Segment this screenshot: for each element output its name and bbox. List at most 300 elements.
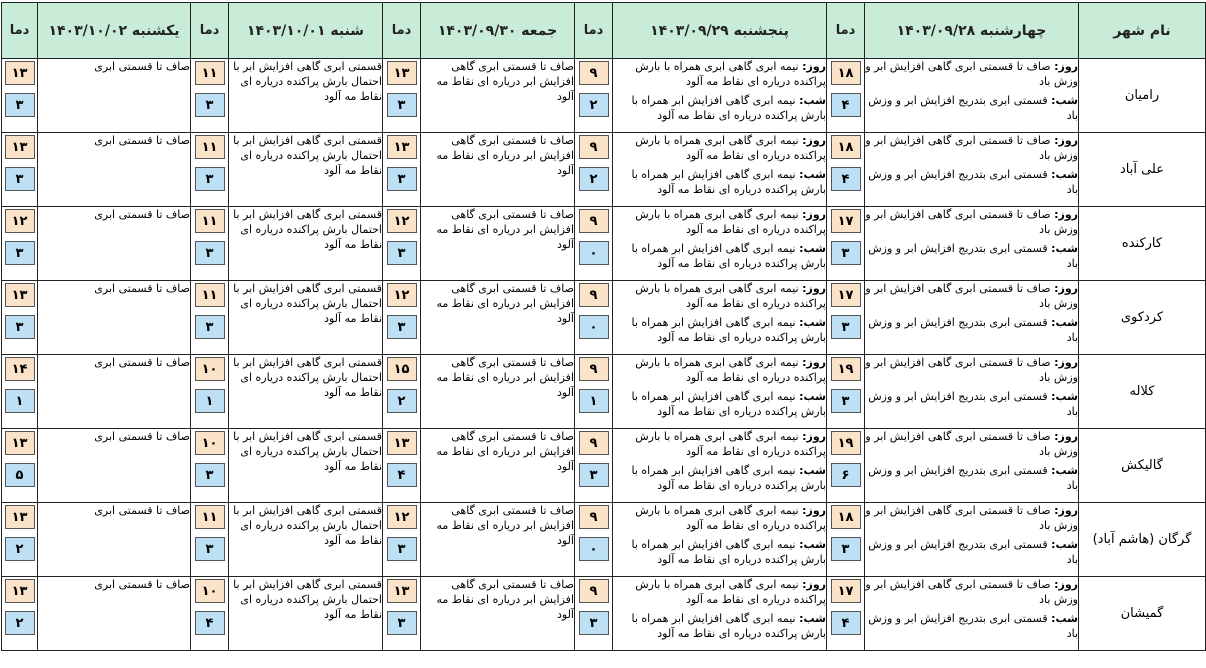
- forecast-text: [229, 503, 383, 577]
- forecast-text: [229, 59, 383, 133]
- day-forecast: [613, 429, 826, 459]
- min-temp: ۳: [831, 537, 861, 561]
- max-temp: ۹: [579, 431, 609, 455]
- min-temp: ۳: [195, 241, 225, 265]
- city-name: گرگان (هاشم آباد): [1079, 503, 1206, 577]
- day-text: نیمه ابری گاهی ابری همراه با بارش پراکنده دریاره ای نقاط مه آلود: [635, 430, 826, 458]
- temp-header: دما: [827, 3, 865, 59]
- table-row: [2, 207, 1206, 281]
- min-temp: ۳: [387, 93, 417, 117]
- max-temp: ۱۹: [831, 357, 861, 381]
- day-label: روز:: [1054, 60, 1078, 73]
- max-temp: ۱۸: [831, 135, 861, 159]
- temp-cell: [827, 503, 865, 577]
- forecast-text: [38, 281, 191, 355]
- min-temp: ۱: [579, 389, 609, 413]
- forecast-line: صاف تا قسمتی ابری: [94, 60, 190, 73]
- forecast-line: صاف تا قسمتی ابری: [94, 134, 190, 147]
- night-forecast: [613, 167, 826, 197]
- day-label: روز:: [802, 356, 826, 369]
- min-temp: ۲: [579, 93, 609, 117]
- forecast-line: صاف تا قسمتی ابری گاهی افزایش ابر دریاره ای نقاط مه آلود: [436, 208, 574, 251]
- night-forecast: [613, 463, 826, 493]
- temp-cell: [383, 133, 421, 207]
- min-temp: ۳: [579, 611, 609, 635]
- min-temp: ۳: [579, 463, 609, 487]
- day-forecast: [613, 59, 826, 89]
- forecast-text: [613, 577, 827, 651]
- night-forecast: [613, 241, 826, 271]
- day4-header: شنبه ۱۴۰۳/۱۰/۰۱: [229, 3, 383, 59]
- day-text: صاف تا قسمتی ابری گاهی افزایش ابر و وزش باد: [865, 60, 1078, 88]
- min-temp: ۱: [195, 389, 225, 413]
- max-temp: ۱۳: [387, 579, 417, 603]
- max-temp: ۱۰: [195, 579, 225, 603]
- forecast-line: صاف تا قسمتی ابری گاهی افزایش ابر دریاره ای نقاط مه آلود: [436, 430, 574, 473]
- max-temp: ۱۸: [831, 505, 861, 529]
- forecast-text: [865, 59, 1079, 133]
- min-temp: ۲: [579, 167, 609, 191]
- forecast-line: صاف تا قسمتی ابری گاهی افزایش ابر دریاره ای نقاط مه آلود: [436, 578, 574, 621]
- max-temp: ۱۵: [387, 357, 417, 381]
- min-temp: ۳: [195, 537, 225, 561]
- night-text: قسمتی ابری بتدریج افزایش ابر و وزش باد: [868, 612, 1078, 640]
- day-text: نیمه ابری گاهی ابری همراه با بارش پراکنده دریاره ای نقاط مه آلود: [635, 134, 826, 162]
- temp-cell: [2, 281, 38, 355]
- night-label: شب:: [1051, 168, 1078, 181]
- max-temp: ۱۳: [5, 579, 35, 603]
- city-name: کارکنده: [1079, 207, 1206, 281]
- max-temp: ۱۷: [831, 283, 861, 307]
- table-row: [2, 355, 1206, 429]
- min-temp: ۳: [387, 315, 417, 339]
- max-temp: ۱۱: [195, 505, 225, 529]
- day-label: روز:: [802, 60, 826, 73]
- temp-cell: [827, 281, 865, 355]
- forecast-text: [229, 429, 383, 503]
- night-forecast: [613, 315, 826, 345]
- day-forecast: [613, 503, 826, 533]
- day-label: روز:: [1054, 208, 1078, 221]
- day-label: روز:: [1054, 504, 1078, 517]
- night-label: شب:: [1051, 390, 1078, 403]
- temp-cell: [575, 59, 613, 133]
- temp-cell: [383, 503, 421, 577]
- max-temp: ۱۳: [387, 61, 417, 85]
- forecast-line: قسمتی ابری گاهی افزایش ابر با احتمال بارش پراکنده دریاره ای نقاط مه آلود: [233, 578, 382, 621]
- temp-cell: [191, 207, 229, 281]
- forecast-text: [229, 133, 383, 207]
- day-forecast: [865, 355, 1078, 385]
- day-forecast: [865, 133, 1078, 163]
- min-temp: ۲: [5, 537, 35, 561]
- temp-cell: [191, 577, 229, 651]
- day-label: روز:: [1054, 356, 1078, 369]
- city-header: نام شهر: [1079, 3, 1206, 59]
- temp-cell: [2, 577, 38, 651]
- day-label: روز:: [802, 282, 826, 295]
- temp-cell: [383, 59, 421, 133]
- min-temp: ۳: [387, 537, 417, 561]
- min-temp: ۳: [831, 389, 861, 413]
- forecast-line: قسمتی ابری گاهی افزایش ابر با احتمال بارش پراکنده دریاره ای نقاط مه آلود: [233, 134, 382, 177]
- temp-header: دما: [2, 3, 38, 59]
- night-label: شب:: [799, 242, 826, 255]
- min-temp: ۳: [5, 241, 35, 265]
- max-temp: ۱۹: [831, 431, 861, 455]
- min-temp: ۳: [5, 93, 35, 117]
- min-temp: ۴: [195, 611, 225, 635]
- forecast-line: صاف تا قسمتی ابری گاهی افزایش ابر دریاره ای نقاط مه آلود: [436, 356, 574, 399]
- forecast-text: [229, 577, 383, 651]
- temp-cell: [191, 59, 229, 133]
- day-label: روز:: [802, 134, 826, 147]
- forecast-text: [865, 429, 1079, 503]
- temp-cell: [827, 429, 865, 503]
- temp-cell: [383, 429, 421, 503]
- min-temp: ۰: [579, 315, 609, 339]
- max-temp: ۹: [579, 579, 609, 603]
- temp-cell: [383, 207, 421, 281]
- night-forecast: [613, 93, 826, 123]
- night-forecast: [865, 241, 1078, 271]
- forecast-line: قسمتی ابری گاهی افزایش ابر با احتمال بارش پراکنده دریاره ای نقاط مه آلود: [233, 504, 382, 547]
- temp-cell: [2, 429, 38, 503]
- max-temp: ۱۳: [387, 135, 417, 159]
- day3-header: جمعه ۱۴۰۳/۰۹/۳۰: [421, 3, 575, 59]
- night-forecast: [865, 463, 1078, 493]
- night-text: قسمتی ابری بتدریج افزایش ابر و وزش باد: [868, 168, 1078, 196]
- min-temp: ۳: [195, 315, 225, 339]
- min-temp: ۳: [195, 167, 225, 191]
- day-forecast: [613, 355, 826, 385]
- min-temp: ۴: [831, 93, 861, 117]
- temp-cell: [575, 429, 613, 503]
- forecast-text: [613, 281, 827, 355]
- night-forecast: [865, 315, 1078, 345]
- day-text: نیمه ابری گاهی ابری همراه با بارش پراکنده دریاره ای نقاط مه آلود: [635, 208, 826, 236]
- night-label: شب:: [799, 464, 826, 477]
- city-name: کلاله: [1079, 355, 1206, 429]
- forecast-text: [421, 281, 575, 355]
- day-forecast: [865, 281, 1078, 311]
- forecast-text: [38, 59, 191, 133]
- day-forecast: [613, 577, 826, 607]
- header-row: [2, 3, 1206, 59]
- max-temp: ۱۱: [195, 135, 225, 159]
- temp-cell: [827, 355, 865, 429]
- forecast-line: صاف تا قسمتی ابری: [94, 208, 190, 221]
- min-temp: ۵: [5, 463, 35, 487]
- temp-cell: [191, 503, 229, 577]
- forecast-text: [421, 133, 575, 207]
- city-name: کردکوی: [1079, 281, 1206, 355]
- night-text: قسمتی ابری بتدریج افزایش ابر و وزش باد: [868, 390, 1078, 418]
- max-temp: ۹: [579, 135, 609, 159]
- table-row: [2, 281, 1206, 355]
- temp-cell: [191, 133, 229, 207]
- forecast-line: صاف تا قسمتی ابری گاهی افزایش ابر دریاره ای نقاط مه آلود: [436, 282, 574, 325]
- forecast-text: [613, 503, 827, 577]
- forecast-text: [38, 503, 191, 577]
- min-temp: ۲: [5, 611, 35, 635]
- max-temp: ۱۱: [195, 209, 225, 233]
- forecast-text: [613, 207, 827, 281]
- night-text: نیمه ابری گاهی افزایش ابر همراه با بارش پراکنده دریاره ای نقاط مه آلود: [631, 316, 826, 344]
- day-label: روز:: [802, 208, 826, 221]
- night-text: نیمه ابری گاهی افزایش ابر همراه با بارش پراکنده دریاره ای نقاط مه آلود: [631, 538, 826, 566]
- day-forecast: [613, 133, 826, 163]
- forecast-text: [38, 355, 191, 429]
- temp-cell: [827, 59, 865, 133]
- max-temp: ۱۲: [387, 505, 417, 529]
- forecast-text: [421, 577, 575, 651]
- temp-cell: [827, 207, 865, 281]
- forecast-text: [421, 207, 575, 281]
- forecast-text: [865, 281, 1079, 355]
- min-temp: ۳: [387, 611, 417, 635]
- day-label: روز:: [802, 578, 826, 591]
- day-label: روز:: [802, 430, 826, 443]
- max-temp: ۹: [579, 209, 609, 233]
- temp-header: دما: [575, 3, 613, 59]
- temp-cell: [575, 355, 613, 429]
- forecast-line: صاف تا قسمتی ابری گاهی افزایش ابر دریاره ای نقاط مه آلود: [436, 60, 574, 103]
- forecast-line: صاف تا قسمتی ابری: [94, 282, 190, 295]
- min-temp: ۰: [579, 537, 609, 561]
- night-forecast: [865, 611, 1078, 641]
- forecast-text: [38, 429, 191, 503]
- day-forecast: [865, 59, 1078, 89]
- night-label: شب:: [1051, 94, 1078, 107]
- forecast-text: [38, 577, 191, 651]
- day-text: نیمه ابری گاهی ابری همراه با بارش پراکنده دریاره ای نقاط مه آلود: [635, 282, 826, 310]
- night-text: قسمتی ابری بتدریج افزایش ابر و وزش باد: [868, 464, 1078, 492]
- temp-cell: [827, 133, 865, 207]
- forecast-text: [613, 59, 827, 133]
- day-forecast: [613, 281, 826, 311]
- max-temp: ۱۱: [195, 61, 225, 85]
- city-name: گمیشان: [1079, 577, 1206, 651]
- night-label: شب:: [799, 168, 826, 181]
- min-temp: ۳: [387, 241, 417, 265]
- forecast-text: [613, 429, 827, 503]
- day-label: روز:: [802, 504, 826, 517]
- forecast-line: صاف تا قسمتی ابری: [94, 356, 190, 369]
- night-forecast: [865, 167, 1078, 197]
- temp-cell: [2, 355, 38, 429]
- night-forecast: [613, 611, 826, 641]
- night-forecast: [865, 93, 1078, 123]
- temp-header: دما: [191, 3, 229, 59]
- min-temp: ۲: [387, 389, 417, 413]
- max-temp: ۱۳: [5, 505, 35, 529]
- forecast-line: صاف تا قسمتی ابری: [94, 430, 190, 443]
- day-label: روز:: [1054, 430, 1078, 443]
- max-temp: ۱۳: [387, 431, 417, 455]
- night-label: شب:: [1051, 242, 1078, 255]
- temp-cell: [191, 429, 229, 503]
- temp-cell: [2, 207, 38, 281]
- max-temp: ۹: [579, 61, 609, 85]
- table-row: [2, 429, 1206, 503]
- max-temp: ۱۳: [5, 431, 35, 455]
- temp-cell: [2, 59, 38, 133]
- max-temp: ۱۰: [195, 357, 225, 381]
- max-temp: ۱۳: [5, 61, 35, 85]
- day1-header: چهارشنبه ۱۴۰۳/۰۹/۲۸: [865, 3, 1079, 59]
- day-forecast: [865, 577, 1078, 607]
- forecast-text: [613, 355, 827, 429]
- min-temp: ۱: [5, 389, 35, 413]
- forecast-line: صاف تا قسمتی ابری: [94, 578, 190, 591]
- night-label: شب:: [799, 94, 826, 107]
- day2-header: پنجشنبه ۱۴۰۳/۰۹/۲۹: [613, 3, 827, 59]
- night-label: شب:: [799, 612, 826, 625]
- forecast-text: [421, 355, 575, 429]
- forecast-line: قسمتی ابری گاهی افزایش ابر با احتمال بارش پراکنده دریاره ای نقاط مه آلود: [233, 282, 382, 325]
- max-temp: ۱۸: [831, 61, 861, 85]
- forecast-text: [421, 503, 575, 577]
- table-row: [2, 503, 1206, 577]
- max-temp: ۹: [579, 283, 609, 307]
- forecast-line: صاف تا قسمتی ابری گاهی افزایش ابر دریاره ای نقاط مه آلود: [436, 504, 574, 547]
- forecast-text: [229, 281, 383, 355]
- day5-header: یکشنبه ۱۴۰۳/۱۰/۰۲: [38, 3, 191, 59]
- max-temp: ۱۳: [5, 283, 35, 307]
- night-text: قسمتی ابری بتدریج افزایش ابر و وزش باد: [868, 538, 1078, 566]
- night-label: شب:: [1051, 538, 1078, 551]
- day-forecast: [613, 207, 826, 237]
- temp-cell: [383, 281, 421, 355]
- min-temp: ۴: [831, 167, 861, 191]
- night-text: نیمه ابری گاهی افزایش ابر همراه با بارش پراکنده دریاره ای نقاط مه آلود: [631, 242, 826, 270]
- min-temp: ۴: [831, 611, 861, 635]
- min-temp: ۴: [387, 463, 417, 487]
- forecast-text: [865, 577, 1079, 651]
- night-text: نیمه ابری گاهی افزایش ابر همراه با بارش پراکنده دریاره ای نقاط مه آلود: [631, 94, 826, 122]
- forecast-text: [865, 133, 1079, 207]
- temp-cell: [383, 577, 421, 651]
- night-forecast: [865, 389, 1078, 419]
- temp-cell: [575, 207, 613, 281]
- night-label: شب:: [799, 390, 826, 403]
- forecast-line: قسمتی ابری گاهی افزایش ابر با احتمال بارش پراکنده دریاره ای نقاط مه آلود: [233, 356, 382, 399]
- temp-cell: [575, 281, 613, 355]
- night-forecast: [865, 537, 1078, 567]
- table-row: [2, 577, 1206, 651]
- night-label: شب:: [799, 316, 826, 329]
- temp-cell: [2, 503, 38, 577]
- night-label: شب:: [799, 538, 826, 551]
- min-temp: ۳: [831, 241, 861, 265]
- night-text: نیمه ابری گاهی افزایش ابر همراه با بارش پراکنده دریاره ای نقاط مه آلود: [631, 390, 826, 418]
- forecast-line: صاف تا قسمتی ابری گاهی افزایش ابر دریاره ای نقاط مه آلود: [436, 134, 574, 177]
- night-text: قسمتی ابری بتدریج افزایش ابر و وزش باد: [868, 242, 1078, 270]
- night-text: نیمه ابری گاهی افزایش ابر همراه با بارش پراکنده دریاره ای نقاط مه آلود: [631, 464, 826, 492]
- forecast-table: [1, 2, 1206, 651]
- temp-cell: [575, 133, 613, 207]
- min-temp: ۳: [387, 167, 417, 191]
- forecast-line: صاف تا قسمتی ابری: [94, 504, 190, 517]
- night-text: قسمتی ابری بتدریج افزایش ابر و وزش باد: [868, 94, 1078, 122]
- day-text: نیمه ابری گاهی ابری همراه با بارش پراکنده دریاره ای نقاط مه آلود: [635, 578, 826, 606]
- max-temp: ۱۰: [195, 431, 225, 455]
- night-forecast: [613, 537, 826, 567]
- max-temp: ۱۲: [5, 209, 35, 233]
- max-temp: ۱۲: [387, 209, 417, 233]
- night-label: شب:: [1051, 612, 1078, 625]
- night-text: نیمه ابری گاهی افزایش ابر همراه با بارش پراکنده دریاره ای نقاط مه آلود: [631, 612, 826, 640]
- day-text: صاف تا قسمتی ابری گاهی افزایش ابر و وزش باد: [865, 578, 1078, 606]
- min-temp: ۳: [195, 93, 225, 117]
- forecast-text: [38, 207, 191, 281]
- night-label: شب:: [1051, 316, 1078, 329]
- forecast-text: [865, 207, 1079, 281]
- forecast-line: قسمتی ابری گاهی افزایش ابر با احتمال بارش پراکنده دریاره ای نقاط مه آلود: [233, 208, 382, 251]
- day-text: صاف تا قسمتی ابری گاهی افزایش ابر و وزش باد: [865, 208, 1078, 236]
- forecast-text: [865, 355, 1079, 429]
- max-temp: ۹: [579, 357, 609, 381]
- day-text: صاف تا قسمتی ابری گاهی افزایش ابر و وزش باد: [865, 430, 1078, 458]
- forecast-text: [865, 503, 1079, 577]
- day-text: صاف تا قسمتی ابری گاهی افزایش ابر و وزش باد: [865, 282, 1078, 310]
- table-row: [2, 133, 1206, 207]
- max-temp: ۱۴: [5, 357, 35, 381]
- temp-cell: [191, 355, 229, 429]
- night-forecast: [613, 389, 826, 419]
- temp-cell: [575, 503, 613, 577]
- min-temp: ۳: [5, 315, 35, 339]
- table-row: [2, 59, 1206, 133]
- forecast-text: [613, 133, 827, 207]
- night-label: شب:: [1051, 464, 1078, 477]
- day-text: صاف تا قسمتی ابری گاهی افزایش ابر و وزش باد: [865, 504, 1078, 532]
- day-text: نیمه ابری گاهی ابری همراه با بارش پراکنده دریاره ای نقاط مه آلود: [635, 356, 826, 384]
- day-forecast: [865, 429, 1078, 459]
- night-text: نیمه ابری گاهی افزایش ابر همراه با بارش پراکنده دریاره ای نقاط مه آلود: [631, 168, 826, 196]
- day-label: روز:: [1054, 134, 1078, 147]
- min-temp: ۰: [579, 241, 609, 265]
- min-temp: ۳: [195, 463, 225, 487]
- day-text: نیمه ابری گاهی ابری همراه با بارش پراکنده دریاره ای نقاط مه آلود: [635, 504, 826, 532]
- max-temp: ۹: [579, 505, 609, 529]
- day-label: روز:: [1054, 578, 1078, 591]
- max-temp: ۱۱: [195, 283, 225, 307]
- temp-cell: [383, 355, 421, 429]
- forecast-text: [421, 429, 575, 503]
- temp-header: دما: [383, 3, 421, 59]
- forecast-rows: [2, 59, 1206, 651]
- day-label: روز:: [1054, 282, 1078, 295]
- max-temp: ۱۳: [5, 135, 35, 159]
- day-text: صاف تا قسمتی ابری گاهی افزایش ابر و وزش باد: [865, 134, 1078, 162]
- forecast-text: [229, 355, 383, 429]
- temp-cell: [575, 577, 613, 651]
- max-temp: ۱۷: [831, 579, 861, 603]
- forecast-text: [421, 59, 575, 133]
- min-temp: ۳: [831, 315, 861, 339]
- city-name: علی آباد: [1079, 133, 1206, 207]
- day-forecast: [865, 503, 1078, 533]
- forecast-text: [229, 207, 383, 281]
- forecast-line: قسمتی ابری گاهی افزایش ابر با احتمال بارش پراکنده دریاره ای نقاط مه آلود: [233, 430, 382, 473]
- city-name: رامیان: [1079, 59, 1206, 133]
- night-text: قسمتی ابری بتدریج افزایش ابر و وزش باد: [868, 316, 1078, 344]
- min-temp: ۶: [831, 463, 861, 487]
- day-forecast: [865, 207, 1078, 237]
- day-text: نیمه ابری گاهی ابری همراه با بارش پراکنده دریاره ای نقاط مه آلود: [635, 60, 826, 88]
